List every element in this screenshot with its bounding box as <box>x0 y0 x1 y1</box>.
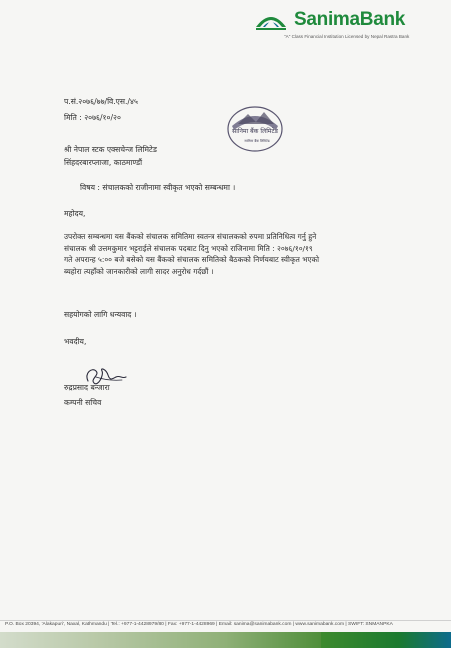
closing-line: सहयोगको लागि धन्यवाद । <box>64 310 137 319</box>
recipient-address: सिंहदरबारप्लाजा, काठमाण्डौं <box>64 158 143 167</box>
reference-number: प.सं.२०७६/७७/वि.एस./४५ <box>64 97 138 106</box>
letter-date: मिति : २०७६/१०/२० <box>64 113 121 122</box>
body-line: ब्यहोरा त्यहाँको जानकारीको लागी सादर अनुरोध गर्दछौं । <box>64 266 214 276</box>
signatory-name: रुद्रप्रसाद बन्जारा <box>64 383 110 392</box>
body-line: गते अपरान्ह ५:०० बजे बसेको यस बैंकको संचालक समितिको बैठकको निर्णयबाट स्वीकृत भएको <box>64 255 320 265</box>
letter-body <box>64 231 416 277</box>
stamp-subtext: सानिमा बैंक लिमिटेड <box>244 139 270 143</box>
company-stamp <box>226 104 284 154</box>
footer-color-bar <box>0 632 451 648</box>
bank-logo <box>254 9 444 43</box>
brand-tagline: "A" Class Financial Institution Licensed by Nepal Rastra Bank <box>284 34 410 39</box>
footer-divider <box>0 620 451 621</box>
footer-bar-right <box>321 632 451 648</box>
recipient-name: श्री नेपाल स्टक एक्सचेन्ज लिमिटेड <box>64 145 157 154</box>
sanima-logo-icon <box>254 9 288 33</box>
subject-line: विषय : संचालकको राजीनामा स्वीकृत भएको सम्बन्धमा । <box>80 183 236 192</box>
salutation: महोदय, <box>64 209 86 218</box>
signatory-title: कम्पनी सचिव <box>64 398 102 407</box>
footer-contact: P.O. Box 20394, 'Alakapuri', Naxal, Kathmandu | Tel.: +977-1-4428979/80 | Fax: +977-1-4428969 | Email: sanima@sanimabank.com | www.sanimabank.com | SWIFT: SNMANPKA <box>5 622 393 627</box>
body-line: उपरोक्त सम्बन्धमा यस बैंकको संचालक समितिमा स्वतन्त्र संचालकको रुपमा प्रतिनिधित्व गर्नु हुने <box>64 232 317 241</box>
footer-bar-left <box>0 632 321 648</box>
brand-name: SanimaBank <box>294 9 406 30</box>
body-line: संचालक श्री उत्तमकुमार भट्टराईले संचालक पदबाट दिनु भएको राजिनामा मिति : २०७६/१०/१९ <box>64 243 313 253</box>
stamp-text: सानिमा बैंक लिमिटेड <box>232 128 278 135</box>
valediction: भवदीय, <box>64 337 87 346</box>
